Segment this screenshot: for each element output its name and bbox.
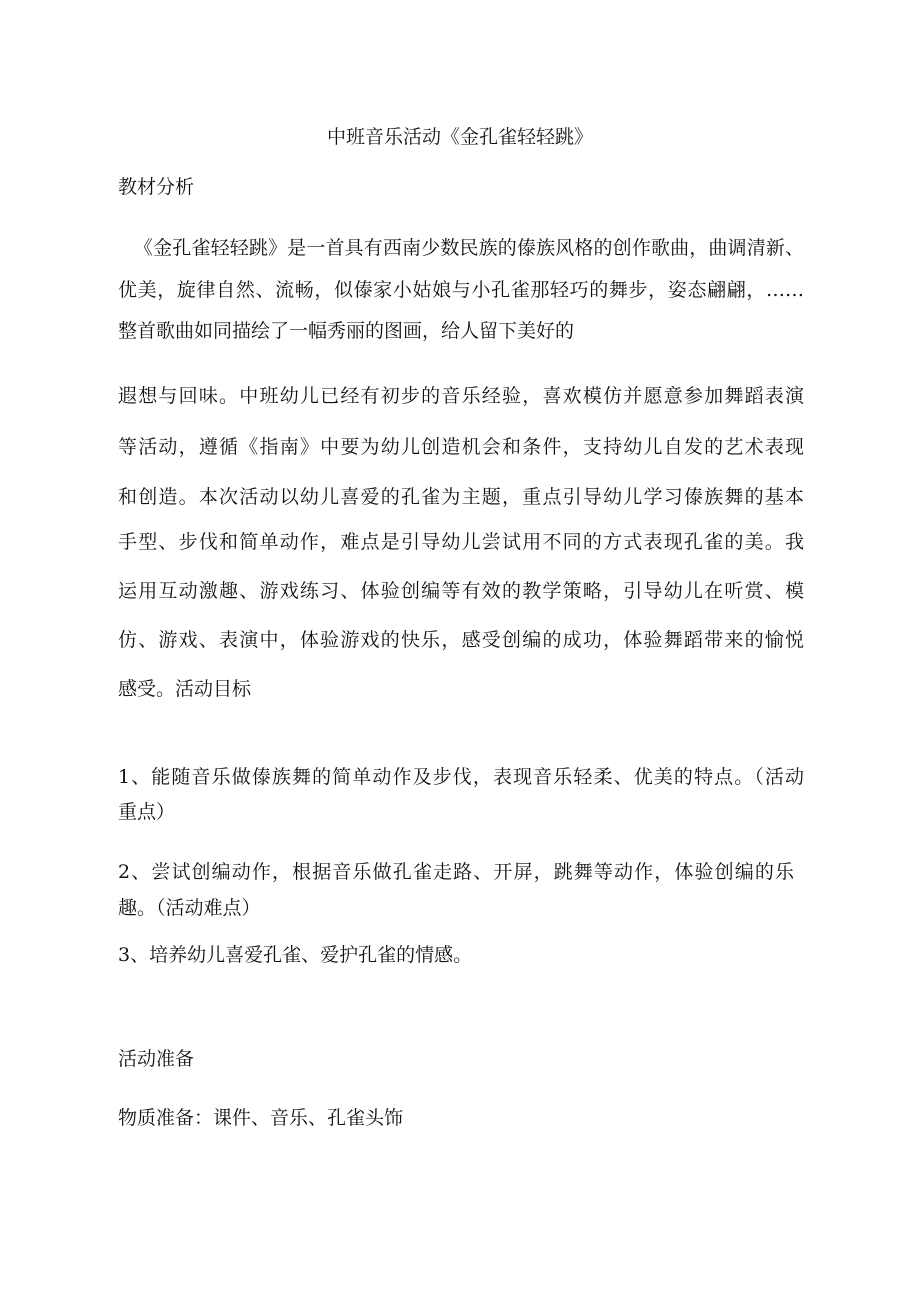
preparation-material: 物质准备：课件、音乐、孔雀头饰 bbox=[118, 1107, 404, 1129]
analysis-line-8: 运用互动激趣、游戏练习、体验创编等有效的教学策略，引导幼儿在听赏、模 bbox=[118, 580, 804, 602]
analysis-line-9: 仿、游戏、表演中，体验游戏的快乐，感受创编的成功，体验舞蹈带来的愉悦 bbox=[118, 629, 804, 651]
analysis-line-7: 手型、步伐和简单动作，难点是引导幼儿尝试用不同的方式表现孔雀的美。我 bbox=[118, 531, 804, 553]
analysis-line-3: 整首歌曲如同描绘了一幅秀丽的图画，给人留下美好的 bbox=[118, 320, 575, 342]
analysis-line-2: 优美，旋律自然、流畅，似傣家小姑娘与小孔雀那轻巧的舞步，姿态翩翩，…… bbox=[118, 279, 804, 301]
analysis-line-6: 和创造。本次活动以幼儿喜爱的孔雀为主题，重点引导幼儿学习傣族舞的基本 bbox=[118, 486, 804, 508]
analysis-line-10: 感受。活动目标 bbox=[118, 678, 252, 700]
section-heading-preparation: 活动准备 bbox=[118, 1048, 195, 1070]
goal-2-line-2: 趣。（活动难点） bbox=[118, 897, 261, 919]
analysis-line-1: 《金孔雀轻轻跳》是一首具有西南少数民族的傣族风格的创作歌曲，曲调清新、 bbox=[134, 237, 804, 259]
goal-1-line-2: 重点） bbox=[118, 801, 176, 823]
analysis-line-5: 等活动，遵循《指南》中要为幼儿创造机会和条件，支持幼儿自发的艺术表现 bbox=[118, 436, 804, 458]
analysis-line-4: 遐想与回味。中班幼儿已经有初步的音乐经验，喜欢模仿并愿意参加舞蹈表演 bbox=[118, 385, 804, 407]
document-title: 中班音乐活动《金孔雀轻轻跳》 bbox=[326, 126, 593, 148]
goal-3: 3、培养幼儿喜爱孔雀、爱护孔雀的情感。 bbox=[118, 944, 473, 966]
goal-1-line-1: 1、能随音乐做傣族舞的简单动作及步伐，表现音乐轻柔、优美的特点。（活动 bbox=[118, 766, 804, 788]
goal-2-line-1: 2、尝试创编动作，根据音乐做孔雀走路、开屏，跳舞等动作，体验创编的乐 bbox=[118, 861, 794, 883]
section-heading-analysis: 教材分析 bbox=[118, 176, 195, 198]
